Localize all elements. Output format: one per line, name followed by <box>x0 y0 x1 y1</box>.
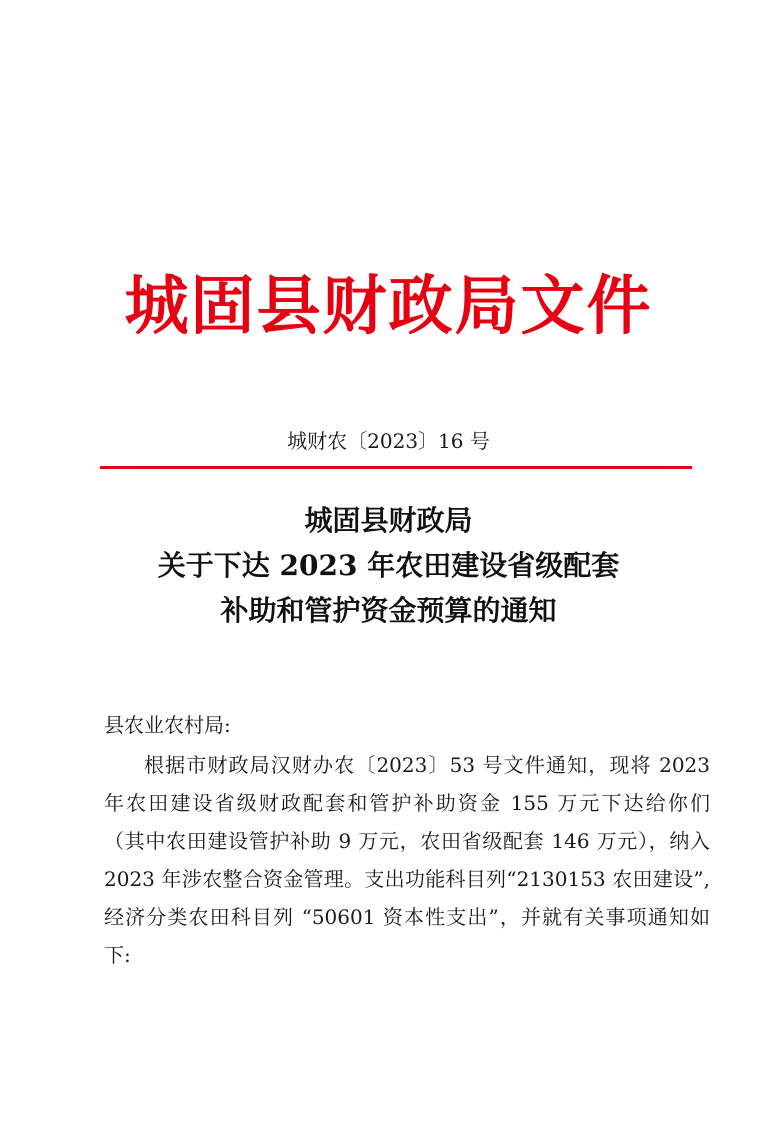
notice-title-line-2: 关于下达 2023 年农田建设省级配套 <box>157 549 620 582</box>
notice-title-line-3: 补助和管护资金预算的通知 <box>220 594 557 627</box>
document-header-title: 城固县财政局文件 <box>124 269 653 344</box>
body-line: 下: <box>104 943 131 967</box>
header-divider <box>100 466 692 469</box>
recipient: 县农业农村局: <box>104 713 231 737</box>
body-line: 经济分类农田科目列 “50601 资本性支出”，并就有关事项通知如 <box>104 905 710 929</box>
notice-title-line-1: 城固县财政局 <box>304 504 473 537</box>
document-number: 城财农〔2023〕16 号 <box>287 429 490 453</box>
body-text <box>104 746 710 974</box>
body-line: （其中农田建设管护补助 9 万元，农田省级配套 146 万元），纳入 <box>104 829 710 853</box>
body-line: 2023 年涉农整合资金管理。支出功能科目列“2130153 农田建设”, <box>104 867 710 891</box>
body-line: 年农田建设省级财政配套和管护补助资金 155 万元下达给你们 <box>104 791 710 815</box>
body-line: 根据市财政局汉财办农〔2023〕53 号文件通知，现将 2023 <box>144 753 710 777</box>
notice-title <box>0 498 777 633</box>
